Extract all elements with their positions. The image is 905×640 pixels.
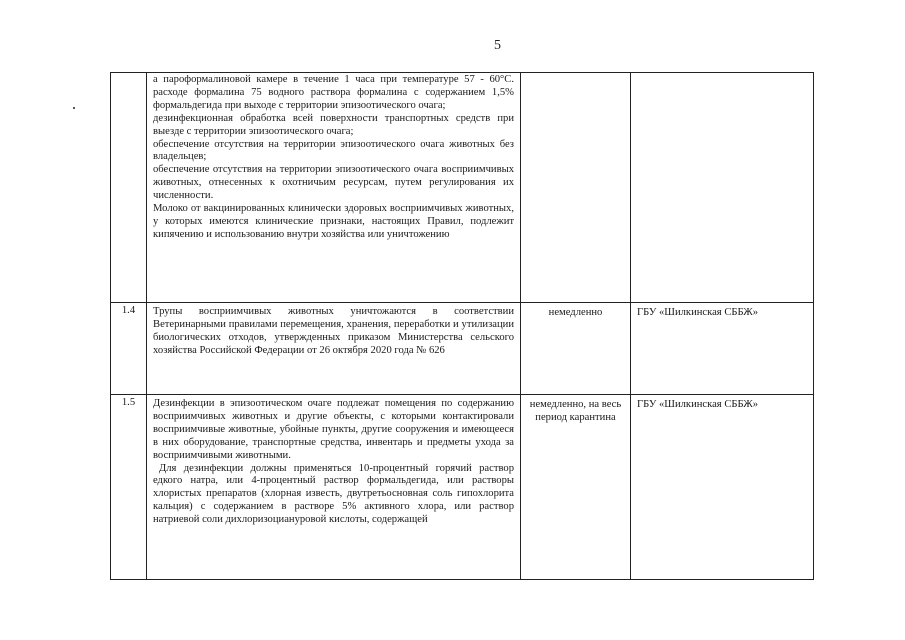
measure-paragraph: Дезинфекции в эпизоотическом очаге подлежат помещения по содержанию восприимчивых животных и другие объекты, с которыми контактировали восприимчивые животные, убойные пункты, другие сооружения и имеющееся в них оборудование, транспортные средства, инвентарь и предметы ухода за восприимчивыми животными.	[153, 398, 514, 461]
measure-cell	[147, 303, 521, 395]
responsible-cell: ГБУ «Шилкинская СББЖ»	[631, 395, 814, 580]
responsible-cell: ГБУ «Шилкинская СББЖ»	[631, 303, 814, 395]
measure-cell	[147, 395, 521, 580]
table-row	[111, 303, 814, 395]
term-cell: немедленно, на весь период карантина	[521, 395, 631, 580]
measure-cell	[147, 73, 521, 303]
measure-paragraph: обеспечение отсутствия на территории эпизоотического очага восприимчивых животных, отнесенных к охотничьим ресурсам, путем регулирования их численности.	[153, 164, 514, 202]
responsible-cell	[631, 73, 814, 303]
scan-speck	[73, 107, 75, 109]
measure-paragraph: Молоко от вакцинированных клинически здоровых восприимчивых животных, у которых имеются клинические признаки, настоящих Правил, подлежит кипячению и использованию внутри хозяйства или уничтожению	[153, 203, 514, 240]
measure-paragraph: дезинфекционная обработка всей поверхности транспортных средств при выезде с территории эпизоотического очага;	[153, 112, 514, 137]
term-cell: немедленно	[521, 303, 631, 395]
measure-paragraph: Трупы восприимчивых животных уничтожаются в соответствии Ветеринарными правилами перемещения, хранения, переработки и утилизации биологических отходов, утвержденных приказом Министерства сельского хозяйства Российской Федерации от 26 октября 2020 года № 626	[153, 306, 514, 356]
term-cell	[521, 73, 631, 303]
row-number: 1.5	[111, 395, 147, 580]
row-number	[111, 73, 147, 303]
row-number: 1.4	[111, 303, 147, 395]
table-row	[111, 395, 814, 580]
page-number: 5	[494, 38, 501, 53]
table-row	[111, 73, 814, 303]
measures-table	[110, 72, 814, 580]
measure-paragraph: Для дезинфекции должны применяться 10-процентный горячий раствор едкого натра, или 4-процентный раствор формальдегида, или растворы хлористых препаратов (хлорная известь, двутретьосновная соль гипохлорита кальция) с содержанием в растворе 5% активного хлора, или раствор натриевой соли дихлоризоциануровой кислоты, содержащей	[153, 462, 514, 526]
measure-paragraph: обеспечение отсутствия на территории эпизоотического очага животных без владельцев;	[153, 138, 514, 163]
measure-paragraph: а пароформалиновой камере в течение 1 часа при температуре 57 - 60°С. расходе формалина 75 водного раствора формалина с содержанием 1,5% формальдегида при выходе с территории эпизоотического очага;	[153, 74, 514, 111]
